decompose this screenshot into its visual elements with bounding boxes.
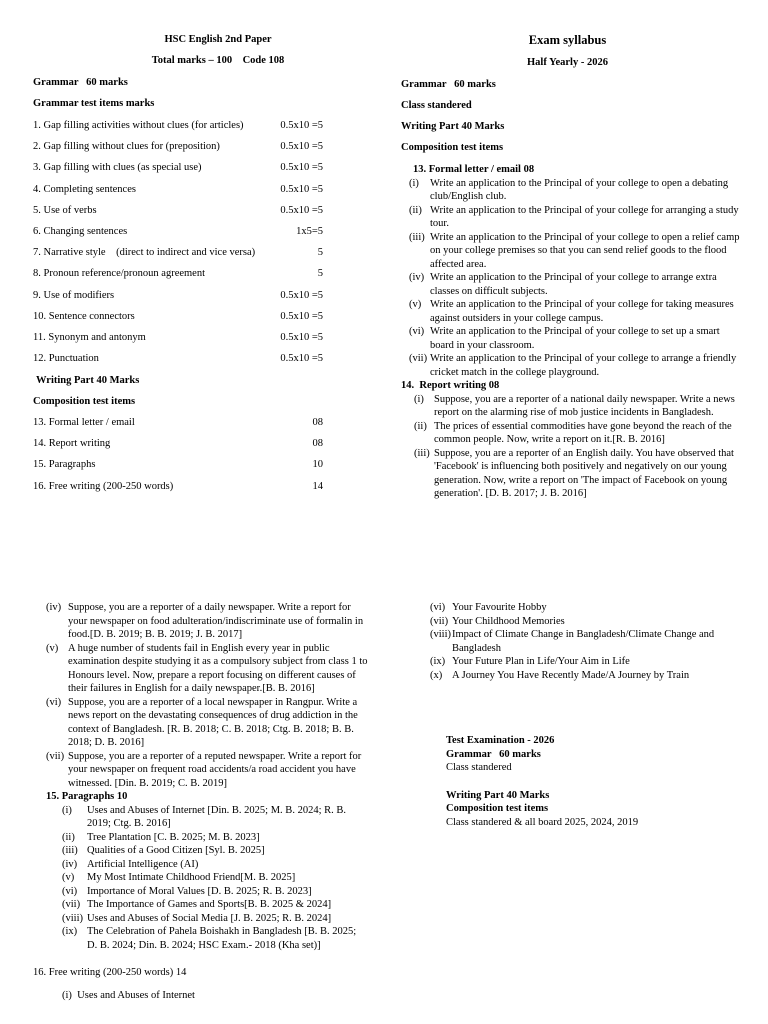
paragraph-item: [46, 925, 368, 952]
cutoff-line: (i) Uses and Abuses of Internet: [62, 989, 195, 1001]
grammar-item-label: 12. Punctuation: [33, 353, 99, 365]
report-item-text: Suppose, you are a reporter of a daily newspaper. Write a report for your newspaper on food adulteration/indiscriminate use of formalin in food.[D. B. 2019; B. B. 2019; J. B. 2017]: [68, 602, 364, 640]
paragraph-item-number: (viii): [62, 912, 83, 924]
free-writing-item-text: A Journey You Have Recently Made/A Journey by Train: [452, 669, 690, 681]
grammar-item-row: [33, 289, 323, 303]
paragraph-item-text: Tree Plantation [C. B. 2025; M. B. 2023]: [87, 831, 260, 843]
letter-item-text: Write an application to the Principal of your college to open a debating club/English club.: [430, 177, 729, 202]
grammar-item-label: 11. Synonym and antonym: [33, 332, 146, 343]
left-title: HSC English 2nd Paper: [164, 34, 272, 45]
report-item: [46, 750, 368, 791]
composition-item-value: 14: [312, 480, 323, 492]
report-item-text: Suppose, you are a reporter of a reputed newspaper. Write a report for your newspaper on frequent road accidents/a road accident you have witnessed. [Din. B. 2019; C. B. 2019]: [68, 750, 362, 789]
paragraph-item: [46, 871, 368, 885]
right-title: Exam syllabus: [528, 33, 607, 47]
paragraph-item-number: (iv): [62, 858, 78, 870]
grammar-item-row: [33, 119, 323, 133]
report-item: [401, 420, 741, 447]
grammar-item-row: [33, 225, 323, 239]
letter-item-number: (v): [409, 299, 422, 310]
paragraph-item-text: Uses and Abuses of Internet [Din. B. 2025; M. B. 2024; R. B. 2019; Ctg. B. 2016]: [87, 804, 346, 829]
report-item: [46, 642, 368, 696]
free-writing-item-text: Your Childhood Memories: [452, 615, 565, 627]
paragraphs-list: [46, 804, 368, 953]
reports-continued-list: [46, 601, 368, 790]
composition-item-value: 10: [312, 459, 323, 471]
letter-item: [401, 231, 741, 272]
grammar-item-row: [33, 183, 323, 197]
grammar-item-row: [33, 246, 323, 260]
grammar-item-row: [33, 140, 323, 154]
grammar-item-row: [33, 331, 323, 345]
grammar-item-label: 3. Gap filling with clues (as special use): [33, 162, 202, 174]
free-writing-item-number: (vii): [430, 615, 449, 627]
test-exam-block: [446, 734, 746, 829]
paragraph-item-text: Qualities of a Good Citizen [Syl. B. 2025]: [87, 845, 265, 856]
composition-item-value: 08: [312, 438, 323, 450]
grammar-item-value: 1x5=5: [296, 226, 323, 237]
left-grammar-heading: Grammar 60 marks: [33, 77, 128, 88]
grammar-item-value: 5: [317, 268, 323, 280]
grammar-item-row: [33, 310, 323, 324]
letter-item-text: Write an application to the Principal of your college for taking measures against outsiders in your college campus.: [430, 299, 734, 324]
report-item-text: Suppose, you are a reporter of a national daily newspaper. Write a news report on the alarming rise of mob justice incidents in Bangladesh.: [434, 393, 735, 418]
free-writing-item-number: (vi): [430, 602, 446, 613]
grammar-item-label: 6. Changing sentences: [33, 226, 128, 237]
report-item-number: (i): [414, 393, 424, 405]
composition-item-label: 14. Report writing: [33, 438, 111, 450]
paragraph-item-text: Importance of Moral Values [D. B. 2025; R. B. 2023]: [87, 885, 312, 897]
free-writing-item-number: (viii): [430, 629, 451, 640]
paragraph-item: [46, 898, 368, 912]
report-item-text: Suppose, you are a reporter of a local newspaper in Rangpur. Write a news report on the devastating consequences of drug addiction in the context of Bangladesh. [R. B. 2018; C. B. 2018; Ctg. B. 2018; B. B. 2018; D. B. 2016]: [68, 696, 358, 748]
grammar-item-value: 0.5x10 =5: [280, 183, 323, 195]
composition-item-label: 13. Formal letter / email: [33, 417, 135, 428]
report-item: [46, 601, 368, 642]
letters-heading: 13. Formal letter / email 08: [413, 164, 535, 175]
free-writing-item-number: (x): [430, 669, 443, 681]
paragraph-item: [46, 831, 368, 845]
grammar-item-label: 1. Gap filling activities without clues (for articles): [33, 120, 244, 131]
report-item: [46, 696, 368, 750]
paragraph-item: [46, 804, 368, 831]
composition-item-row: [33, 458, 323, 472]
reports-list: [401, 393, 741, 501]
free-writing-item: [430, 655, 750, 669]
report-item: [401, 393, 741, 420]
left-composition-heading: Composition test items: [33, 396, 136, 407]
grammar-item-row: [33, 352, 323, 366]
report-heading: 14. Report writing 08: [401, 380, 500, 391]
grammar-item-value: 5: [317, 247, 323, 259]
left-writing-heading: Writing Part 40 Marks: [36, 375, 140, 386]
report-item-number: (vi): [46, 696, 62, 708]
composition-item-value: 08: [312, 417, 323, 428]
grammar-item-label: 4. Completing sentences: [33, 183, 136, 195]
grammar-item-label: 8. Pronoun reference/pronoun agreement: [33, 268, 206, 280]
grammar-item-label: 9. Use of modifiers: [33, 289, 115, 301]
grammar-item-label: 2. Gap filling without clues for (preposition): [33, 141, 220, 153]
report-item-text: Suppose, you are a reporter of an English daily. You have observed that 'Facebook' is influencing both positively and negatively on our young generation. Now, write a report on 'The impact of Facebook on young generation'. [D. B. 2017; J. B. 2016]: [434, 447, 734, 499]
free-writing-item-text: Your Favourite Hobby: [452, 602, 547, 613]
free-writing-item: [430, 601, 750, 615]
letter-item-number: (ii): [409, 204, 422, 216]
letter-item: [401, 325, 741, 352]
bottom-left-column: [33, 601, 368, 1002]
letters-list: [401, 177, 741, 380]
right-composition-heading: Composition test items: [401, 142, 504, 153]
paragraph-item-number: (ii): [62, 831, 75, 843]
test-exam-composition: Composition test items: [446, 803, 549, 814]
test-exam-boards: Class standered & all board 2025, 2024, 2019: [446, 816, 639, 828]
free-writing-heading: 16. Free writing (200-250 words) 14: [33, 967, 187, 978]
right-writing-heading: Writing Part 40 Marks: [401, 121, 505, 132]
report-item-number: (vii): [46, 750, 65, 762]
report-item-number: (iii): [414, 447, 430, 459]
grammar-item-value: 0.5x10 =5: [280, 141, 323, 153]
grammar-item-row: [33, 161, 323, 175]
letter-item-text: Write an application to the Principal of your college to arrange a friendly cricket match in the college playground.: [430, 353, 737, 378]
letter-item-text: Write an application to the Principal of your college for arranging a study tour.: [430, 204, 739, 229]
report-item-number: (ii): [414, 420, 427, 432]
paragraph-heading: 15. Paragraphs 10: [46, 791, 128, 802]
paragraph-item-text: The Importance of Games and Sports[B. B. 2025 & 2024]: [87, 899, 332, 910]
paragraph-item-number: (iii): [62, 845, 78, 856]
grammar-item-value: 0.5x10 =5: [280, 120, 323, 131]
paragraph-item-text: The Celebration of Pahela Boishakh in Bangladesh [B. B. 2025; D. B. 2024; Din. B. 2024; HSC Exam.- 2018 (Kha set)]: [87, 926, 357, 951]
composition-item-label: 16. Free writing (200-250 words): [33, 480, 174, 492]
paragraph-item-number: (i): [62, 804, 72, 816]
grammar-item-label: 7. Narrative style (direct to indirect and vice versa): [33, 247, 256, 259]
letter-item-text: Write an application to the Principal of your college to set up a smart board in your classroom.: [430, 326, 720, 351]
grammar-item-label: 5. Use of verbs: [33, 204, 97, 216]
free-writing-item-text: Impact of Climate Change in Bangladesh/Climate Change and Bangladesh: [452, 629, 715, 654]
composition-item-label: 15. Paragraphs: [33, 459, 96, 471]
paragraph-item: [46, 844, 368, 858]
paragraph-item: [46, 912, 368, 926]
grammar-item-value: 0.5x10 =5: [280, 310, 323, 322]
left-grammar-items-heading: Grammar test items marks: [33, 98, 155, 109]
report-item: [401, 447, 741, 501]
letter-item-number: (vi): [409, 326, 425, 337]
paragraph-item-text: Uses and Abuses of Social Media [J. B. 2025; R. B. 2024]: [87, 912, 332, 924]
paragraph-item-number: (ix): [62, 926, 78, 937]
paragraph-item: [46, 885, 368, 899]
free-writing-item: [430, 669, 750, 683]
bottom-right-column: [430, 601, 750, 682]
letter-item-number: (iv): [409, 272, 425, 283]
test-exam-title: Test Examination - 2026: [446, 735, 555, 746]
letter-item: [401, 204, 741, 231]
test-exam-grammar: Grammar 60 marks: [446, 748, 541, 760]
paragraph-item-number: (vii): [62, 899, 81, 910]
report-item-text: The prices of essential commodities have gone beyond the reach of the common people. Now, write a report on it.[R. B. 2016]: [434, 420, 732, 445]
grammar-item-label: 10. Sentence connectors: [33, 310, 135, 322]
test-exam-class-standard: Class standered: [446, 762, 512, 773]
test-exam-writing: Writing Part 40 Marks: [446, 789, 550, 801]
letter-item-number: (iii): [409, 231, 425, 243]
letter-item: [401, 271, 741, 298]
free-writing-list: [430, 601, 750, 682]
composition-item-row: [33, 480, 323, 494]
free-writing-item-text: Your Future Plan in Life/Your Aim in Life: [452, 656, 630, 667]
letter-item-text: Write an application to the Principal of your college to arrange extra classes on difficult subjects.: [430, 272, 717, 297]
grammar-item-value: 0.5x10 =5: [280, 353, 323, 365]
composition-item-row: [33, 437, 323, 451]
letter-item-number: (vii): [409, 353, 428, 364]
grammar-item-value: 0.5x10 =5: [280, 204, 323, 216]
grammar-item-value: 0.5x10 =5: [280, 162, 323, 174]
paragraph-item-number: (v): [62, 872, 75, 883]
report-item-number: (iv): [46, 602, 62, 613]
grammar-item-value: 0.5x10 =5: [280, 332, 323, 343]
right-grammar-heading: Grammar 60 marks: [401, 79, 496, 90]
free-writing-item: [430, 615, 750, 629]
letter-item: [401, 298, 741, 325]
free-writing-item: [430, 628, 750, 655]
composition-item-row: [33, 416, 323, 430]
paragraph-item-number: (vi): [62, 885, 78, 897]
right-class-standard: Class standered: [401, 100, 472, 111]
letter-item-number: (i): [409, 177, 419, 189]
letter-item: [401, 177, 741, 204]
letter-item-text: Write an application to the Principal of your college to open a relief camp on your college premises so that you can send relief goods to the flood affected area.: [430, 231, 740, 270]
grammar-item-value: 0.5x10 =5: [280, 289, 323, 301]
grammar-item-row: [33, 204, 323, 218]
free-writing-item-number: (ix): [430, 656, 446, 667]
paragraph-item-text: My Most Intimate Childhood Friend[M. B. 2025]: [87, 872, 296, 883]
letter-item: [401, 352, 741, 379]
grammar-item-row: [33, 267, 323, 281]
paragraph-item: [46, 858, 368, 872]
right-subtitle: Half Yearly - 2026: [527, 57, 608, 68]
report-item-number: (v): [46, 642, 59, 654]
report-item-text: A huge number of students fail in English every year in public examination despite studying it as a compulsory subject from class 1 to Honours level. Now, prepare a report focusing on different causes of their failures in English for a daily newspaper.[B. B. 2016]: [68, 642, 368, 694]
paragraph-item-text: Artificial Intelligence (AI): [87, 858, 199, 870]
letters-section: [401, 163, 741, 501]
left-subtitle: Total marks – 100 Code 108: [151, 55, 285, 66]
